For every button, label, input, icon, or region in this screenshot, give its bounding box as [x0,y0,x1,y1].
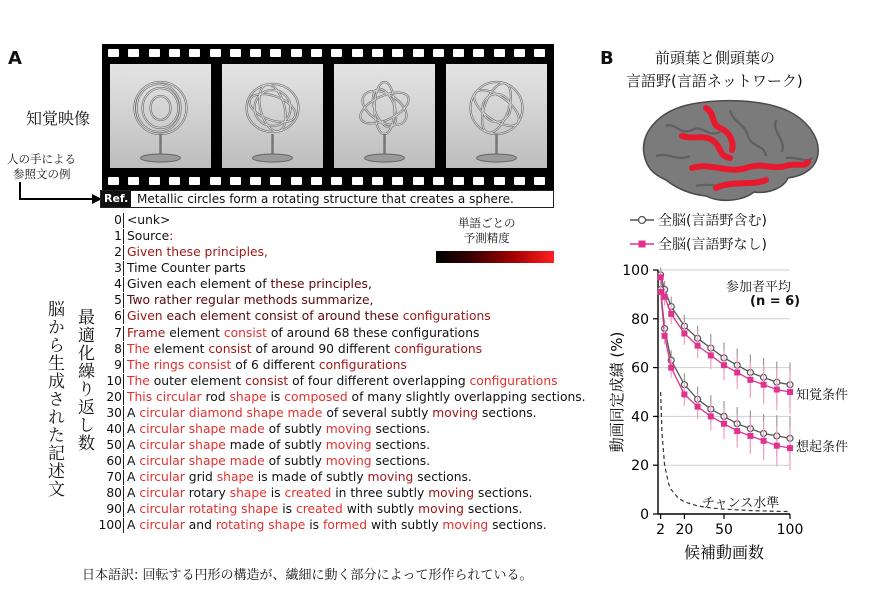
caption-divider [123,293,124,308]
caption-word: made of subtly [225,438,326,453]
caption-row [86,485,606,501]
caption-word: moving [325,454,372,469]
caption-text [127,485,533,501]
recall-label: 想起条件 [796,440,849,455]
x-tick-label: 50 [715,522,733,538]
caption-text [127,405,537,421]
caption-row [86,244,606,260]
iteration-number: 70 [106,470,122,485]
caption-row [86,517,606,533]
caption-word: A [127,470,140,485]
iteration-number: 80 [106,486,122,501]
caption-row [86,228,606,244]
caption-word: moving [432,405,479,420]
caption-word: moving [325,438,372,453]
caption-row [86,341,606,357]
film-sprocket-hole [291,177,302,185]
caption-word: configurations [318,357,407,372]
caption-word: Given these principles, [127,245,268,260]
vertical-label-generated: 脳から生成された記述文 [44,300,64,498]
iteration-number: 9 [114,357,122,372]
caption-word: : [169,229,174,244]
iteration-number: 10 [106,373,122,388]
caption-word: A [127,405,140,420]
caption-word: circular diamond shape made [139,405,323,420]
data-point [668,311,674,317]
caption-word: circular rotating shape [139,502,279,517]
caption-row [86,373,606,389]
film-sprocket-hole [230,49,241,57]
average-label: 参加者平均 [726,280,792,295]
caption-text [127,228,173,244]
data-point [747,433,753,439]
data-point [774,387,780,393]
caption-word: of subtly [264,422,326,437]
caption-word: This circular [127,389,202,404]
iteration-number: 0 [114,213,122,227]
caption-word: The [127,341,150,356]
caption-word: outer element [149,373,246,388]
film-sprocket-hole [473,177,484,185]
film-sprocket-hole [311,49,322,57]
caption-word: element [165,325,224,340]
ref-note [7,152,76,182]
panel-b-letter: B [600,48,614,69]
caption-word: configurations [402,309,491,324]
film-sprocket-hole [413,49,424,57]
caption-word: configurations [469,373,558,388]
data-point [662,333,668,339]
caption-divider [123,342,124,357]
caption-word: Frame [127,325,166,340]
caption-row [86,212,606,228]
caption-word: shape [229,389,267,404]
caption-word: consist [245,373,289,388]
film-sprocket-hole [210,49,221,57]
legend-title-line2: 予測精度 [463,231,510,245]
caption-row [86,325,606,341]
data-point [695,404,701,410]
film-sprocket-hole [534,49,545,57]
video-frame [334,64,435,168]
ref-text: Metallic circles form a rotating structure that creates a sphere. [137,192,514,206]
y-tick-label: 60 [631,360,649,377]
caption-word: composed [284,389,348,404]
caption-word: <unk> [127,213,171,227]
y-tick-label: 0 [640,507,649,523]
data-point [734,369,740,375]
caption-word: element [149,341,209,356]
caption-word: circular [139,486,185,501]
data-point [658,274,664,280]
caption-divider [123,422,124,437]
caption-word: is [266,486,285,501]
translation: 日本語訳: 回転する円形の構造が、繊細に動く部分によって形作られている。 [82,568,533,583]
x-tick-label: 2 [656,522,666,538]
rotating-rings-image [334,64,435,168]
caption-word: moving [367,470,414,485]
caption-text [127,357,407,373]
caption-text [127,325,479,341]
rotating-rings-image [222,64,323,168]
film-sprocket-hole [372,49,383,57]
caption-text [127,292,373,308]
y-tick-label: 80 [631,311,649,328]
film-sprocket-hole [189,49,200,57]
ref-tag: Ref. [101,191,131,207]
caption-word: circular shape made [139,422,265,437]
legend-nolang-marker [628,236,656,252]
legend-title-line1: 単語ごとの [458,216,516,230]
caption-word: shape [216,470,254,485]
iteration-number: 6 [114,309,122,324]
film-sprocket-hole [331,49,342,57]
caption-row [86,469,606,485]
perception-label: 知覚条件 [796,388,849,403]
caption-word: of subtly [264,454,326,469]
film-sprocket-hole [149,177,160,185]
film-sprocket-hole [433,49,444,57]
caption-word: moving [325,422,372,437]
caption-word: sections. [371,454,431,469]
y-tick-label: 40 [631,409,649,426]
caption-word: A [127,486,140,501]
film-sprocket-hole [291,49,302,57]
caption-row [86,405,606,421]
film-sprocket-hole [392,177,403,185]
caption-row [86,276,606,292]
caption-word: of several subtly [322,405,433,420]
caption-word: is [305,518,323,533]
caption-divider [123,438,124,453]
caption-word: A [127,502,140,517]
caption-divider [123,374,124,389]
film-sprocket-hole [473,49,484,57]
caption-word: Source [127,229,170,244]
caption-text [127,276,372,292]
film-sprocket-hole [494,49,505,57]
caption-text [127,421,430,437]
film-sprocket-hole [311,177,322,185]
caption-word: of around 68 these configurations [267,325,480,340]
caption-row [86,292,606,308]
legend-whole-marker [628,212,656,228]
caption-word: The rings consist [127,357,232,372]
caption-word: these principles [270,277,368,292]
caption-divider [123,406,124,421]
data-point [734,428,740,434]
iteration-number: 2 [114,245,122,260]
caption-row [86,308,606,324]
caption-word: , [367,277,372,292]
vertical-label-iterations: 最適化繰り返し数 [74,308,94,452]
caption-word: sections. [474,486,533,501]
caption-divider [123,486,124,501]
x-tick-label: 100 [776,522,804,538]
data-point [708,413,714,419]
film-sprocket-hole [514,49,525,57]
y-tick-label: 100 [622,263,649,279]
rotating-rings-image [110,64,211,168]
caption-row [86,357,606,373]
caption-word: A [127,454,140,469]
caption-text [127,517,547,533]
caption-word: is [266,389,285,404]
caption-divider [123,245,124,260]
iteration-number: 90 [106,502,122,517]
identification-chart [598,258,870,568]
iteration-number: 100 [98,518,122,533]
film-sprocket-hole [128,177,139,185]
caption-text [127,341,482,357]
caption-divider [123,358,124,373]
film-sprocket-hole [230,177,241,185]
caption-word: Given [127,309,163,324]
video-frame [446,64,547,168]
iteration-number: 3 [114,261,122,276]
film-sprocket-hole [149,49,160,57]
film-sprocket-hole [433,177,444,185]
caption-word: shape [229,486,267,501]
panel-a-letter: A [8,48,22,69]
caption-word: consist [223,325,267,340]
caption-word: Two rather regular methods summarize, [127,293,374,308]
caption-word: of four different overlapping [288,373,470,388]
caption-text [127,453,430,469]
iteration-number: 4 [114,277,122,292]
caption-text [127,244,268,260]
caption-word: created [295,502,343,517]
video-frame [222,64,323,168]
reference-sentence-box [100,190,554,208]
data-point [658,289,664,295]
caption-word: of 6 different [231,357,319,372]
iteration-number: 7 [114,325,122,340]
ref-arrow [18,180,102,204]
y-axis-title: 動画同定成績 (%) [608,331,626,453]
caption-divider [123,326,124,341]
data-point [681,391,687,397]
film-sprocket-hole [392,49,403,57]
rotating-rings-image [446,64,547,168]
caption-word: configurations [394,341,483,356]
film-sprocket-hole [352,177,363,185]
caption-text [127,437,430,453]
caption-row [86,453,606,469]
film-sprocket-hole [352,49,363,57]
legend-whole-label: 全脳(言語野含む) [658,213,767,229]
film-sprocket-hole [494,177,505,185]
caption-row [86,421,606,437]
film-sprocket-hole [453,177,464,185]
caption-row [86,389,606,405]
caption-row [86,260,606,276]
ref-note-line1: 人の手による [7,152,76,166]
caption-word: is [278,502,296,517]
caption-divider [123,470,124,485]
film-sprocket-hole [169,49,180,57]
chance-label: チャンス水準 [702,496,780,511]
caption-word: sections. [371,438,431,453]
caption-word: each element consist of around these [162,309,403,324]
iteration-number: 1 [114,229,122,244]
iteration-number: 30 [106,405,122,420]
data-point [681,330,687,336]
data-point [747,377,753,383]
video-frame [110,64,211,168]
film-sprocket-hole [331,177,342,185]
caption-word: sections. [478,405,537,420]
film-sprocket-hole [534,177,545,185]
caption-divider [123,454,124,469]
video-label: 知覚映像 [26,109,91,128]
caption-word: grid [184,470,217,485]
caption-word: formed [323,518,368,533]
caption-word: moving [428,486,474,501]
iteration-number: 8 [114,341,122,356]
panel-b-title-line2: 言語野(言語ネットワーク) [626,72,803,90]
caption-word: moving [418,502,464,517]
film-sprocket-hole [250,177,261,185]
caption-row [86,501,606,517]
iteration-number: 60 [106,454,122,469]
caption-divider [123,277,124,292]
y-tick-label: 20 [631,458,649,475]
iteration-number: 20 [106,389,122,404]
film-sprocket-hole [128,49,139,57]
data-point [708,352,714,358]
caption-row [86,437,606,453]
caption-text [127,501,522,517]
caption-divider [123,518,124,533]
iteration-number: 40 [106,422,122,437]
caption-word: A [127,438,140,453]
caption-word: circular shape [139,438,226,453]
caption-text [127,212,170,228]
film-sprocket-hole [270,49,281,57]
brain-image [636,96,822,206]
caption-text [127,308,491,324]
film-sprocket-hole [270,177,281,185]
n-label: (n = 6) [750,294,801,309]
caption-list [86,212,606,534]
caption-word: with subtly [367,518,443,533]
caption-word: circular [139,518,185,533]
caption-word: Time Counter parts [127,261,246,276]
iteration-number: 5 [114,293,122,308]
caption-word: sections. [488,518,547,533]
caption-word: consist [208,341,252,356]
data-point [721,421,727,427]
caption-text [127,469,472,485]
caption-word: sections. [463,502,523,517]
caption-text [127,373,558,389]
data-point [774,443,780,449]
caption-word: and [184,518,216,533]
caption-text [127,260,246,276]
data-point [668,365,674,371]
caption-divider [123,309,124,324]
film-sprocket-hole [169,177,180,185]
caption-text [127,389,586,405]
caption-word: of around 90 different [251,341,395,356]
caption-word: circular shape made [139,454,265,469]
caption-word: is made of subtly [253,470,368,485]
caption-word: with subtly [342,502,419,517]
caption-word: rod [201,389,230,404]
data-point [695,343,701,349]
caption-divider [123,213,124,228]
film-sprocket-hole [514,177,525,185]
data-point [787,445,793,451]
legend-nolang-label: 全脳(言語野なし) [658,237,767,253]
caption-word: of many slightly overlapping sections. [347,389,586,404]
x-tick-label: 20 [675,522,694,538]
caption-word: moving [442,518,489,533]
caption-divider [123,502,124,517]
film-strip [102,44,554,190]
caption-divider [123,229,124,244]
iteration-number: 50 [106,438,122,453]
caption-word: A [127,422,140,437]
film-sprocket-hole [189,177,200,185]
caption-word: sections. [371,422,431,437]
caption-word: rotating shape [215,518,306,533]
caption-divider [123,390,124,405]
film-sprocket-hole [250,49,261,57]
caption-word: sections. [413,470,472,485]
caption-word: rotary [184,486,230,501]
caption-word: A [127,518,140,533]
film-sprocket-hole [413,177,424,185]
ref-note-line2: 参照文の例 [13,167,71,181]
film-sprocket-hole [108,49,119,57]
caption-word: Given each element of [127,277,271,292]
caption-word: The [127,373,150,388]
caption-word: circular [139,470,185,485]
panel-b-title-line1: 前頭葉と側頭葉の [655,49,776,67]
caption-word: created [284,486,332,501]
caption-divider [123,261,124,276]
caption-word: in three subtly [331,486,429,501]
data-point [761,438,767,444]
film-sprocket-hole [372,177,383,185]
film-sprocket-hole [453,49,464,57]
data-point [761,382,767,388]
film-sprocket-hole [108,177,119,185]
x-axis-title: 候補動画数 [683,543,765,562]
film-sprocket-hole [210,177,221,185]
data-point [721,362,727,368]
data-point [787,389,793,395]
